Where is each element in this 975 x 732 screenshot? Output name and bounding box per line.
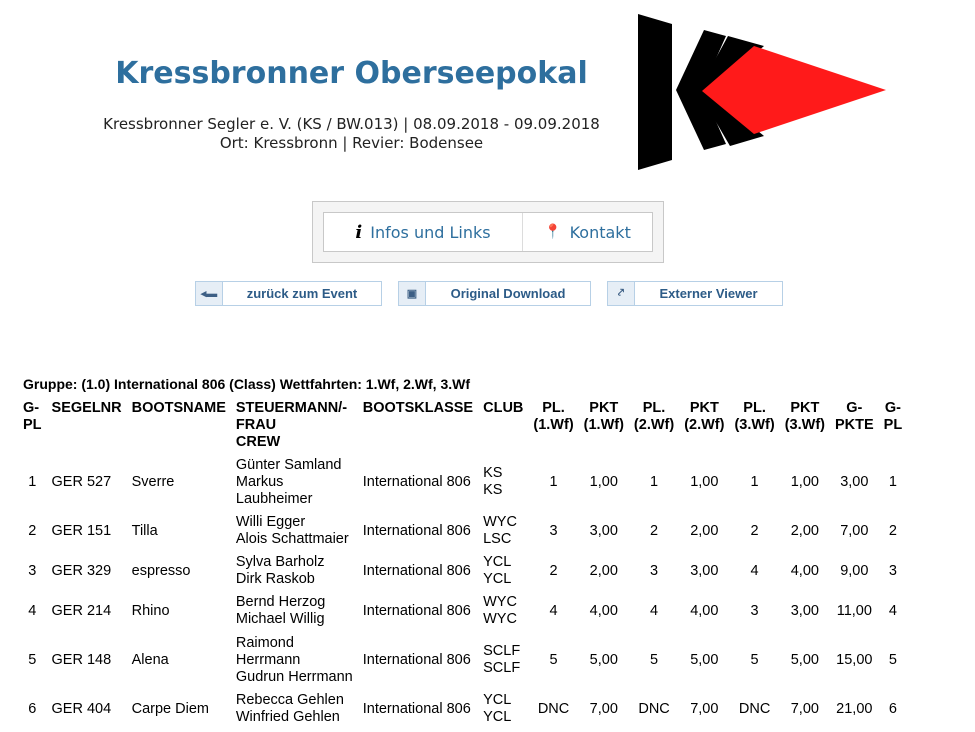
cell-pkt2: 3,00 (690, 562, 719, 579)
col-gpl2: G- PL (883, 400, 903, 433)
nav-infos-label: Infos und Links (370, 222, 491, 242)
cell-bootsname: Carpe Diem (131, 700, 209, 717)
cell-pkt1: 7,00 (589, 700, 618, 717)
cell-pkt2: 7,00 (690, 700, 719, 717)
cell-pkt3: 1,00 (790, 473, 819, 490)
cell-pl2: 1 (650, 473, 659, 490)
cell-segelnr: GER 148 (51, 651, 112, 668)
cell-gpkte: 15,00 (836, 651, 873, 668)
cell-segelnr: GER 151 (51, 522, 112, 539)
cell-pl2: DNC (638, 700, 670, 717)
cell-gpkte: 3,00 (840, 473, 869, 490)
cell-bootsklasse: International 806 (362, 473, 471, 490)
col-pl3: PL. (3.Wf) (734, 400, 775, 433)
cell-crew: Günter Samland Markus Laubheimer (235, 456, 342, 507)
cell-pl1: 3 (549, 522, 558, 539)
external-viewer-button[interactable] (607, 281, 783, 306)
cell-pkt3: 5,00 (790, 651, 819, 668)
cell-pl3: 5 (750, 651, 759, 668)
external-link-icon: ⤤ (608, 282, 635, 305)
cell-pl2: 4 (650, 602, 659, 619)
table-row (18, 591, 907, 631)
cell-gpl2: 3 (888, 562, 897, 579)
cell-gpl2: 4 (888, 602, 897, 619)
cell-pl3: DNC (738, 700, 771, 717)
cell-gpl: 3 (28, 562, 37, 579)
cell-club: WYC LSC (483, 514, 517, 547)
cell-club: WYC WYC (483, 594, 517, 627)
cell-segelnr: GER 527 (51, 473, 112, 490)
cell-segelnr: GER 329 (51, 562, 112, 579)
cell-pkt3: 3,00 (790, 602, 819, 619)
event-location: Ort: Kressbronn | Revier: Bodensee (219, 134, 484, 152)
cell-club: YCL YCL (483, 554, 512, 587)
cell-gpl: 2 (28, 522, 37, 539)
cell-pl1: 1 (549, 473, 558, 490)
cell-pl3: 2 (750, 522, 759, 539)
table-row (18, 631, 907, 689)
cell-pkt3: 4,00 (790, 562, 819, 579)
save-icon: ▣ (399, 282, 426, 305)
cell-crew: Willi Egger Alois Schattmaier (235, 514, 349, 547)
info-icon: i (355, 221, 363, 243)
back-arrow-icon: ◂▬ (196, 282, 223, 305)
cell-pkt3: 2,00 (790, 522, 819, 539)
cell-bootsname: Alena (131, 651, 169, 668)
viewer-label: Externer Viewer (659, 286, 758, 301)
back-to-event-button[interactable] (195, 281, 382, 306)
col-gpkte: G- PKTE (834, 400, 874, 433)
col-club: CLUB (483, 400, 524, 416)
original-download-button[interactable] (398, 281, 591, 306)
nav-kontakt-label: Kontakt (569, 222, 631, 242)
col-pkt3: PKT (3.Wf) (784, 400, 825, 433)
cell-pkt3: 7,00 (790, 700, 819, 717)
cell-pl2: 5 (650, 651, 659, 668)
cell-pkt2: 4,00 (690, 602, 719, 619)
results-table (18, 398, 907, 729)
cell-pl3: 1 (750, 473, 759, 490)
cell-club: KS KS (483, 465, 503, 498)
cell-bootsklasse: International 806 (362, 700, 471, 717)
cell-gpkte: 9,00 (840, 562, 869, 579)
col-bootsname: BOOTSNAME (131, 400, 226, 416)
col-pkt2: PKT (2.Wf) (684, 400, 725, 433)
cell-pl1: DNC (537, 700, 570, 717)
cell-pl3: 3 (750, 602, 759, 619)
cell-gpl: 4 (28, 602, 37, 619)
cell-pkt1: 5,00 (589, 651, 618, 668)
col-bootsklasse: BOOTSKLASSE (362, 400, 474, 416)
cell-pkt2: 5,00 (690, 651, 719, 668)
download-label: Original Download (450, 286, 566, 301)
cell-pl3: 4 (750, 562, 759, 579)
cell-segelnr: GER 404 (51, 700, 112, 717)
cell-pkt1: 4,00 (589, 602, 618, 619)
cell-gpl2: 1 (888, 473, 897, 490)
cell-gpl2: 5 (888, 651, 897, 668)
cell-crew: Rebecca Gehlen Winfried Gehlen (235, 692, 344, 725)
nav-bar (323, 212, 653, 252)
cell-club: SCLF SCLF (483, 643, 521, 676)
cell-bootsname: Tilla (131, 522, 158, 539)
cell-club: YCL YCL (483, 692, 512, 725)
nav-infos-links[interactable] (324, 213, 523, 251)
cell-bootsklasse: International 806 (362, 522, 471, 539)
pin-icon: 📍 (544, 224, 562, 240)
cell-pl1: 5 (549, 651, 558, 668)
cell-crew: Sylva Barholz Dirk Raskob (235, 554, 325, 587)
col-pl2: PL. (2.Wf) (633, 400, 675, 433)
table-body (18, 453, 907, 729)
cell-pl2: 3 (650, 562, 659, 579)
club-flag-logo (636, 12, 888, 182)
col-segelnr: SEGELNR (51, 400, 122, 416)
nav-box (312, 201, 664, 263)
cell-pkt2: 1,00 (690, 473, 719, 490)
col-steuermann: STEUERMANN/- FRAU CREW (235, 400, 348, 450)
back-label: zurück zum Event (246, 286, 358, 301)
col-gpl: G- PL (23, 400, 42, 433)
cell-bootsklasse: International 806 (362, 651, 471, 668)
cell-gpl: 1 (28, 473, 37, 490)
col-pl1: PL. (1.Wf) (533, 400, 574, 433)
cell-bootsklasse: International 806 (362, 562, 471, 579)
cell-pkt1: 2,00 (589, 562, 618, 579)
cell-pl2: 2 (650, 522, 659, 539)
cell-gpl2: 2 (888, 522, 897, 539)
event-info: Kressbronner Segler e. V. (KS / BW.013) | 08.09.2018 - 09.09.2018 (103, 115, 600, 133)
group-title: Gruppe: (1.0) International 806 (Class) Wettfahrten: 1.Wf, 2.Wf, 3.Wf (23, 376, 471, 392)
cell-gpl: 6 (28, 700, 37, 717)
cell-gpkte: 7,00 (840, 522, 869, 539)
table-row (18, 689, 907, 729)
cell-bootsname: Sverre (131, 473, 175, 490)
page-title: Kressbronner Oberseepokal (115, 56, 588, 91)
table-row (18, 453, 907, 511)
cell-gpl2: 6 (888, 700, 897, 717)
table-row (18, 511, 907, 551)
col-pkt1: PKT (1.Wf) (583, 400, 624, 433)
cell-pkt2: 2,00 (690, 522, 719, 539)
cell-pkt1: 3,00 (589, 522, 618, 539)
cell-bootsklasse: International 806 (362, 602, 471, 619)
cell-bootsname: espresso (131, 562, 191, 579)
cell-segelnr: GER 214 (51, 602, 112, 619)
nav-kontakt[interactable] (523, 213, 652, 251)
cell-crew: Raimond Herrmann Gudrun Herrmann (235, 634, 353, 685)
table-row (18, 551, 907, 591)
cell-pl1: 2 (549, 562, 558, 579)
cell-pl1: 4 (549, 602, 558, 619)
cell-gpl: 5 (28, 651, 37, 668)
cell-gpkte: 21,00 (836, 700, 873, 717)
cell-pkt1: 1,00 (589, 473, 618, 490)
cell-crew: Bernd Herzog Michael Willig (235, 594, 326, 627)
cell-bootsname: Rhino (131, 602, 170, 619)
cell-gpkte: 11,00 (836, 602, 872, 619)
table-header-row (18, 398, 907, 453)
